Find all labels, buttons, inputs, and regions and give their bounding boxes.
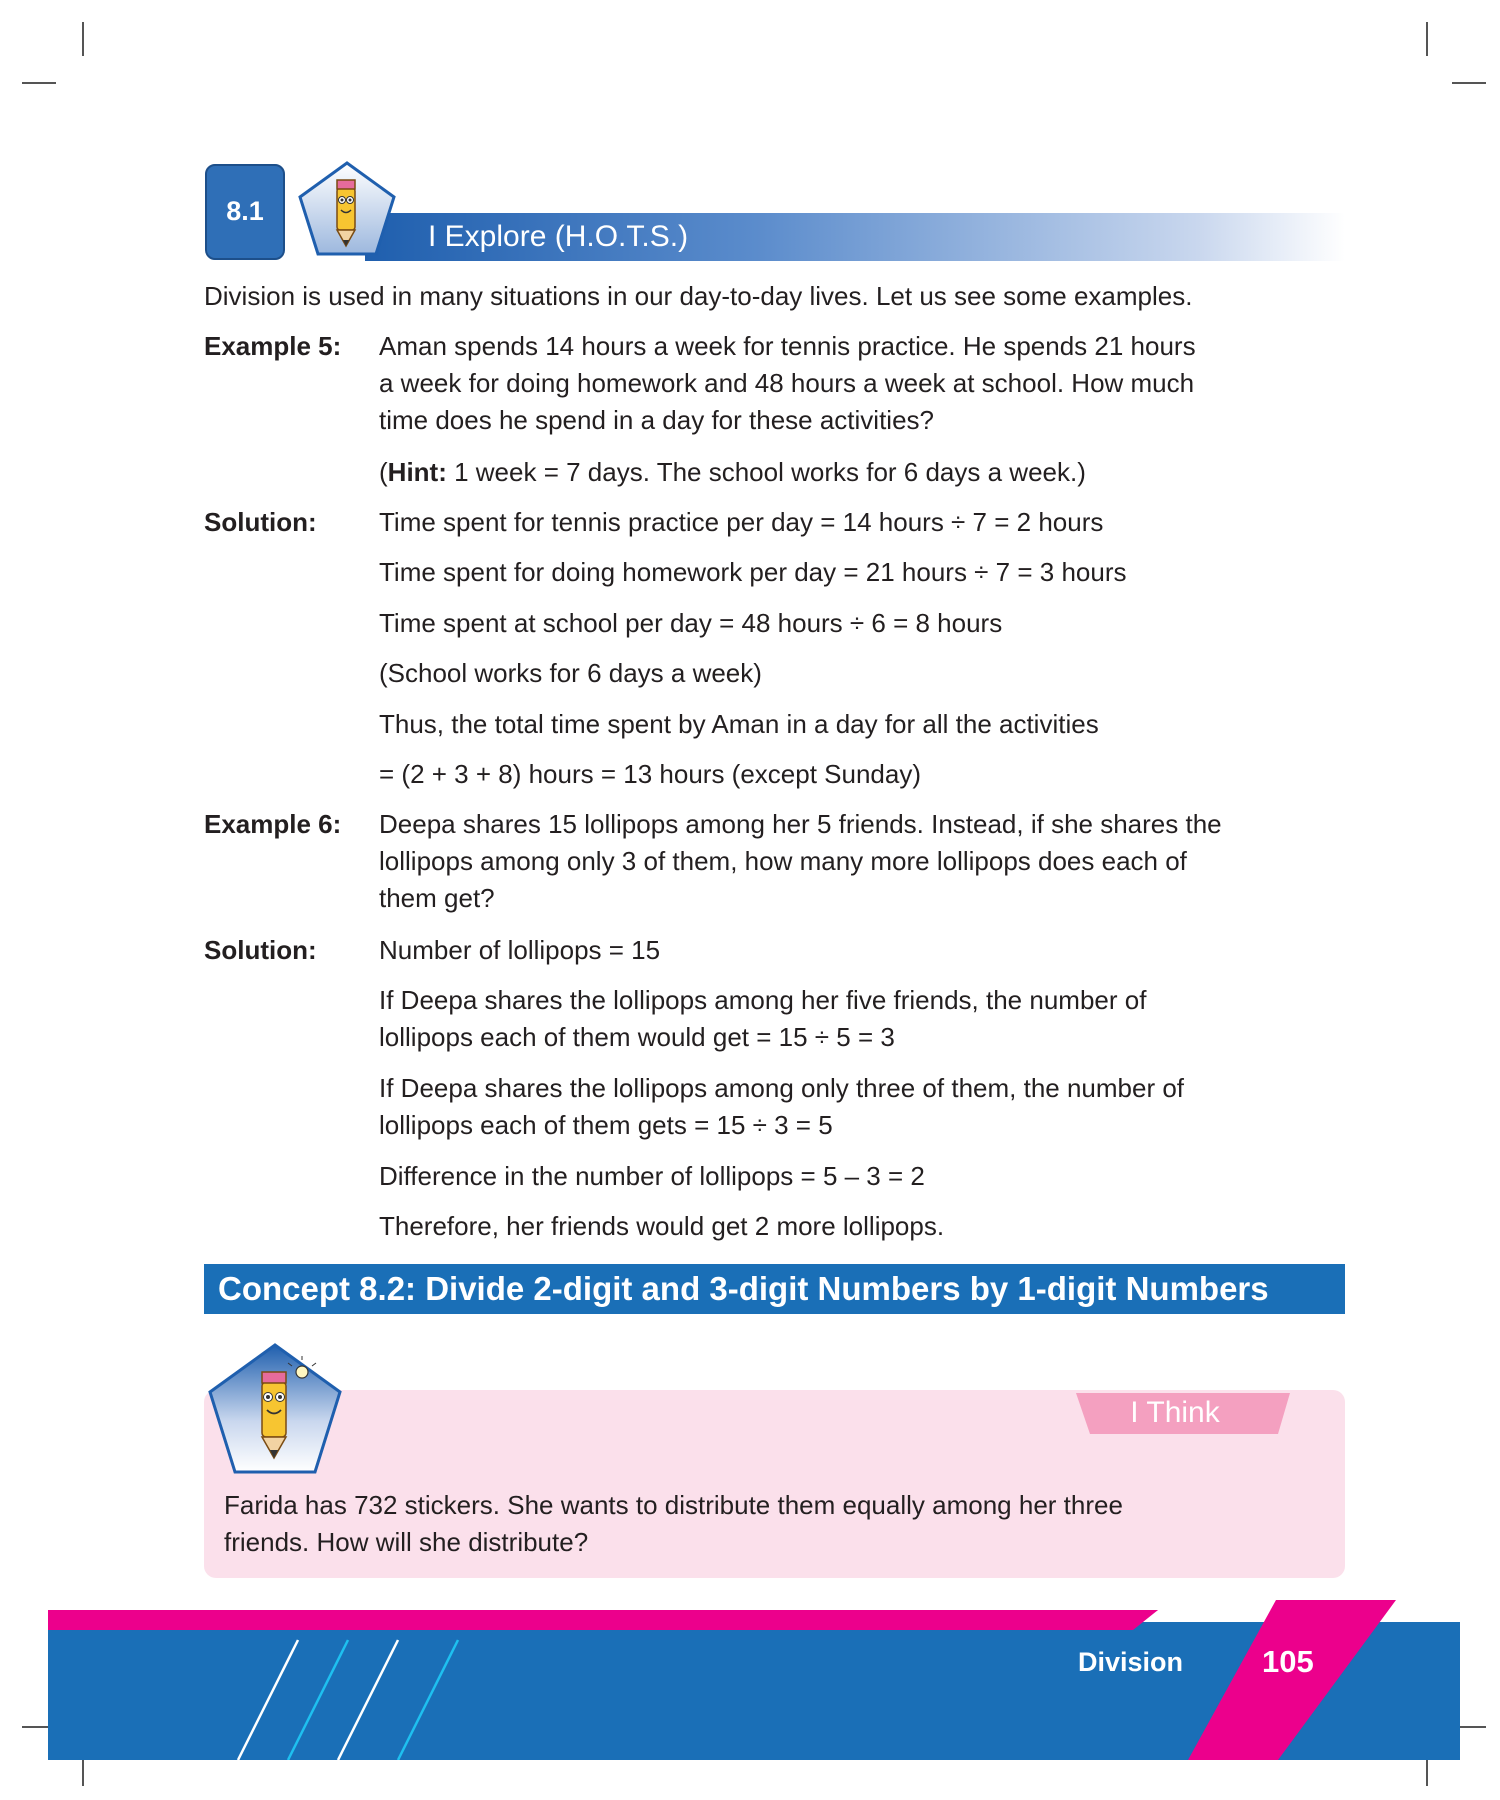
crop-mark xyxy=(1426,22,1428,56)
intro-paragraph: Division is used in many situations in our day-to-day lives. Let us see some examples. xyxy=(204,281,1193,311)
example-5-hint xyxy=(379,454,1339,491)
page-number: 105 xyxy=(1262,1644,1314,1679)
solution-6-line: If Deepa shares the lollipops among her five friends, the number of xyxy=(379,985,1147,1015)
section-number: 8.1 xyxy=(226,196,264,226)
example-5-line: Aman spends 14 hours a week for tennis practice. He spends 21 hours xyxy=(379,331,1196,361)
think-line: friends. How will she distribute? xyxy=(224,1527,589,1557)
chapter-name: Division xyxy=(1078,1647,1184,1677)
crop-mark xyxy=(1452,82,1486,84)
concept-title: Concept 8.2: Divide 2-digit and 3-digit Numbers by 1-digit Numbers xyxy=(218,1270,1269,1307)
footer-banner xyxy=(48,1600,1460,1760)
crop-mark xyxy=(82,22,84,56)
section-number-badge xyxy=(205,164,285,260)
hint-label: Hint: xyxy=(387,457,447,487)
think-line: Farida has 732 stickers. She wants to distribute them equally among her three xyxy=(224,1490,1123,1520)
example-6-line: them get? xyxy=(379,883,495,913)
solution-5-label: Solution: xyxy=(204,507,317,537)
solution-5-line: (School works for 6 days a week) xyxy=(379,658,762,688)
hint-open: ( xyxy=(379,457,388,487)
solution-5-line: Time spent for doing homework per day = 21 hours ÷ 7 = 3 hours xyxy=(379,557,1127,587)
solution-6-line: lollipops each of them would get = 15 ÷ 5 = 3 xyxy=(379,1022,895,1052)
think-tab-label: I Think xyxy=(1130,1396,1220,1429)
example-6-line: Deepa shares 15 lollipops among her 5 friends. Instead, if she shares the xyxy=(379,809,1222,839)
solution-6-line: lollipops each of them gets = 15 ÷ 3 = 5 xyxy=(379,1110,833,1140)
solution-6-line: Difference in the number of lollipops = 5 – 3 = 2 xyxy=(379,1161,925,1191)
crop-mark xyxy=(22,82,56,84)
solution-6-line: Therefore, her friends would get 2 more lollipops. xyxy=(379,1211,945,1241)
solution-6-label: Solution: xyxy=(204,935,317,965)
example-6-line: lollipops among only 3 of them, how many more lollipops does each of xyxy=(379,846,1187,876)
hint-text: 1 week = 7 days. The school works for 6 days a week.) xyxy=(446,457,1086,487)
example-6-label: Example 6: xyxy=(204,809,342,839)
solution-5-line: Time spent at school per day = 48 hours ÷ 6 = 8 hours xyxy=(379,608,1003,638)
example-5-label: Example 5: xyxy=(204,331,342,361)
solution-5-line: Thus, the total time spent by Aman in a day for all the activities xyxy=(379,709,1099,739)
solution-6-line: Number of lollipops = 15 xyxy=(379,935,661,965)
pencil-mascot-icon xyxy=(297,160,397,258)
pencil-lightbulb-mascot-icon xyxy=(206,1342,344,1476)
example-5-line: time does he spend in a day for these activities? xyxy=(379,405,934,435)
example-5-line: a week for doing homework and 48 hours a week at school. How much xyxy=(379,368,1195,398)
explore-title: I Explore (H.O.T.S.) xyxy=(428,220,689,253)
solution-5-line: Time spent for tennis practice per day = 14 hours ÷ 7 = 2 hours xyxy=(379,507,1104,537)
think-question xyxy=(224,1487,1324,1561)
solution-6-line: If Deepa shares the lollipops among only three of them, the number of xyxy=(379,1073,1185,1103)
solution-5-line: = (2 + 3 + 8) hours = 13 hours (except Sunday) xyxy=(379,759,921,789)
